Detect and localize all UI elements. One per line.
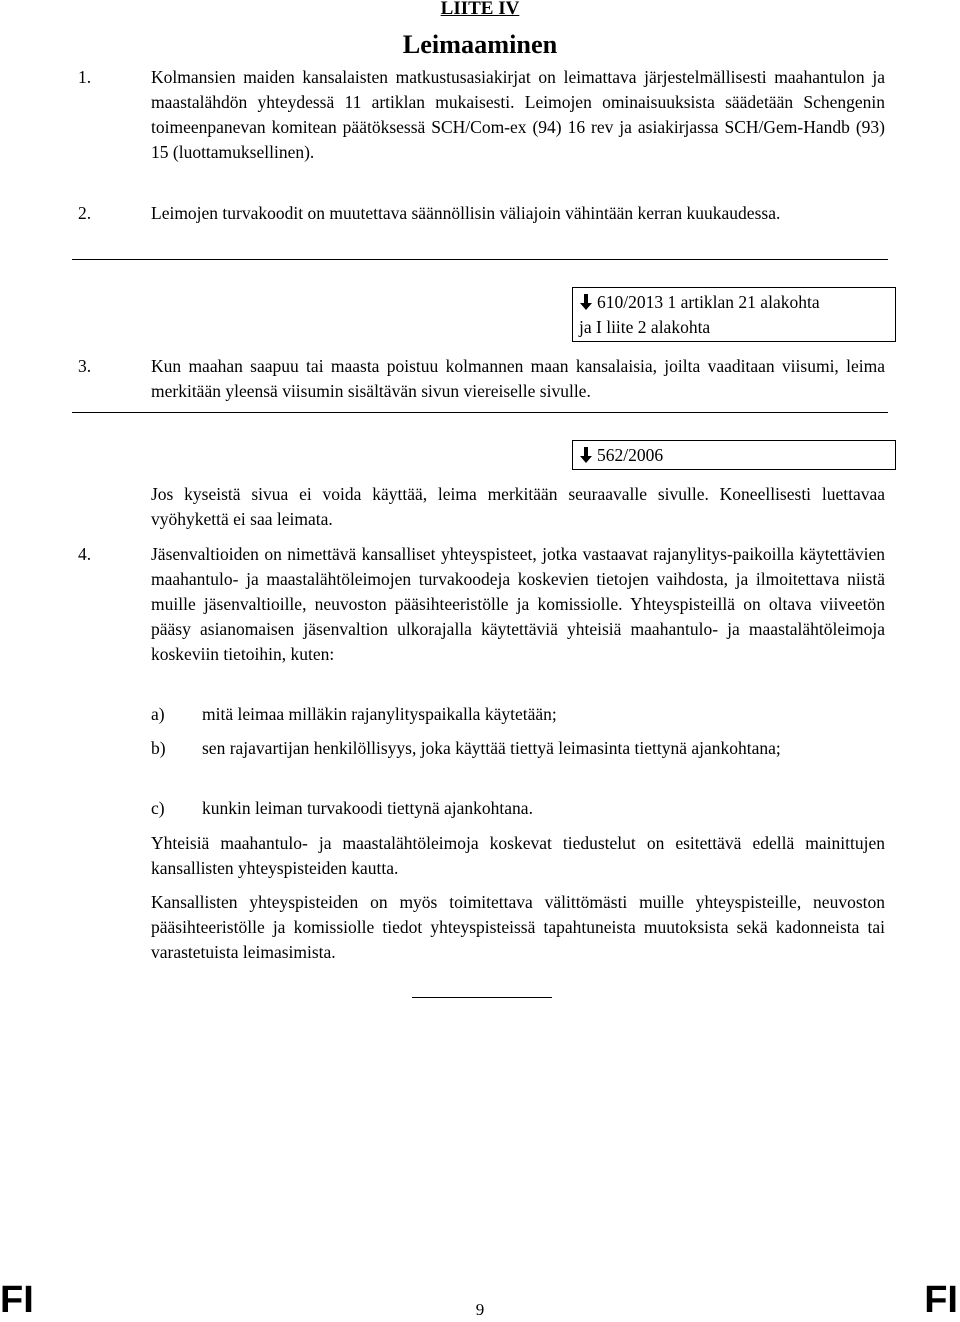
item-number: 1. [78,67,92,87]
sub-item-letter: b) [151,738,166,758]
item-text: Kun maahan saapuu tai maasta poistuu kolmannen maan kansalaisia, joilta vaaditaan viisumi, leima merkitään yleensä viisumin sisältävän sivun viereiselle sivulle. [151,356,885,401]
amendment-reference-box [572,287,896,342]
item-text: Jäsenvaltioiden on nimettävä kansalliset yhteyspisteet, jotka vastaavat rajanylitys-paikoilla käytettävien maahantulo- ja maastalähtöleimojen turvakoodeja koskevien tietojen vaihdosta, ja ilmoitettava niistä muille jäsenvaltioille, neuvoston pääsihteeristölle ja komissiolle. Yhteyspisteillä on oltava viiveetön pääsy asianomaisen jäsenvaltion ulkorajalla käytettäviä yhteisiä maahantulo- ja maastalähtöleimoja koskeviin tietoihin, kuten: [151,544,885,664]
sub-item-text: mitä leimaa milläkin rajanylityspaikalla käytetään; [202,704,557,724]
annex-title: LIITE IV [440,0,520,19]
item-text: Kolmansien maiden kansalaisten matkustusasiakirjat on leimattava järjestelmällisesti maahantulon ja maastalähdön yhteydessä 11 artiklan mukaisesti. Leimojen ominaisuuksista säädetään Schengenin toimeenpanevan komitean päätöksessä SCH/Com-ex (94) 16 rev ja asiakirjassa SCH/Gem-Handb (93) 15 (luottamuksellinen). [151,67,885,162]
reference-line: 562/2006 [597,445,664,465]
reference-line: 610/2013 1 artiklan 21 alakohta [597,292,820,312]
language-code-left: FI [0,1279,34,1321]
page-number: 9 [475,1300,485,1319]
sub-item-letter: a) [151,704,165,724]
item-text: Jos kyseistä sivua ei voida käyttää, leima merkitään seuraavalle sivulle. Koneellisesti luettavaa vyöhykettä ei saa leimata. [151,484,885,529]
down-arrow-icon [579,443,597,468]
end-divider [412,997,552,998]
amendment-reference-box [572,440,896,470]
reference-line: ja I liite 2 alakohta [579,317,711,337]
item-number: 2. [78,203,92,223]
item-number: 3. [78,356,92,376]
section-title: Leimaaminen [402,30,558,59]
item-text: Kansallisten yhteyspisteiden on myös toimitettava välittömästi muille yhteyspisteille, neuvoston pääsihteeristölle ja komissiolle tiedot yhteyspisteissä tapahtuneista muutoksista sekä kadonneista tai varastetuista leimasimista. [151,892,885,962]
sub-item-letter: c) [151,798,165,818]
down-arrow-icon [579,290,597,315]
section-divider [72,412,888,413]
section-divider [72,259,888,260]
item-text: Leimojen turvakoodit on muutettava säännöllisin väliajoin vähintään kerran kuukaudessa. [151,203,781,223]
sub-item-text: sen rajavartijan henkilöllisyys, joka käyttää tiettyä leimasinta tiettynä ajankohtana; [202,738,781,758]
language-code-right: FI [924,1279,958,1321]
sub-item-text: kunkin leiman turvakoodi tiettynä ajankohtana. [202,798,533,818]
item-number: 4. [78,544,92,564]
item-text: Yhteisiä maahantulo- ja maastalähtöleimoja koskevat tiedustelut on esitettävä edellä mainittujen kansallisten yhteyspisteiden kautta. [151,833,885,878]
